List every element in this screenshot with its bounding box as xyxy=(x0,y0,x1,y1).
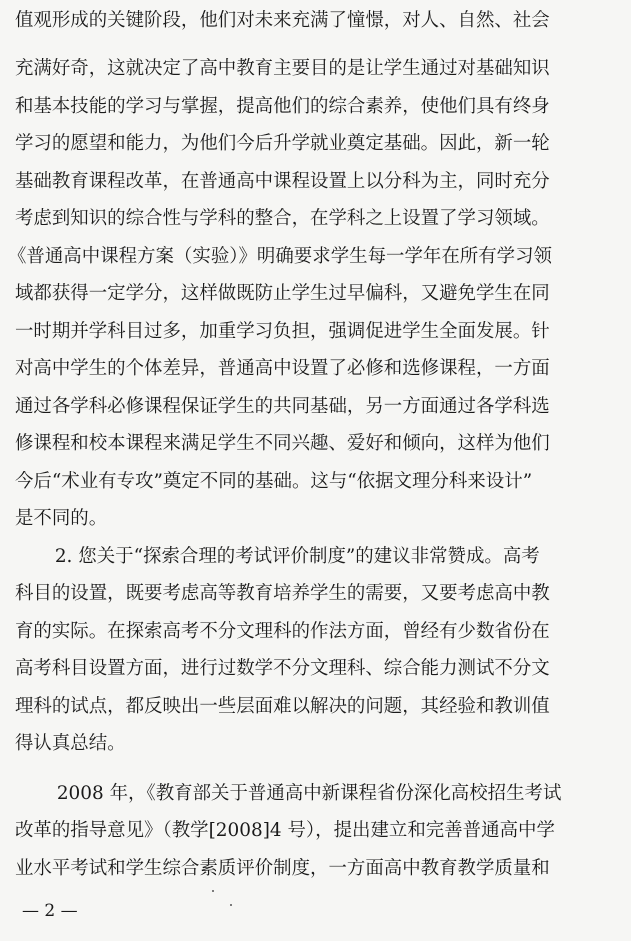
line-text: 得认真总结。 xyxy=(14,733,126,754)
line-text: 值观形成的关键阶段，他们对未来充满了憧憬，对人、自然、社会 xyxy=(14,10,550,31)
text-line xyxy=(0,615,631,649)
text-line xyxy=(0,165,631,199)
line-text: 对高中学生的个体差异，普通高中设置了必修和选修课程，一方面 xyxy=(14,358,550,379)
line-text: 今后“术业有专攻”奠定不同的基础。这与“依据文理分科来设计” xyxy=(14,471,533,492)
text-line xyxy=(0,90,631,124)
text-line xyxy=(0,577,631,611)
text-line xyxy=(0,777,631,811)
line-text: 2008 年，《教育部关于普通高中新课程省份深化高校招生考试 xyxy=(56,783,562,804)
line-text: 修课程和校本课程来满足学生不同兴趣、爱好和倾向，这样为他们 xyxy=(14,433,550,454)
text-line xyxy=(0,390,631,424)
text-line xyxy=(0,690,631,724)
scan-speck xyxy=(212,890,214,892)
line-text: 基础教育课程改革，在普通高中课程设置上以分科为主，同时充分 xyxy=(14,171,550,192)
text-line xyxy=(0,52,631,86)
line-text: 理科的试点，都反映出一些层面难以解决的问题，其经验和教训值 xyxy=(14,696,550,717)
line-text: 学习的愿望和能力，为他们今后升学就业奠定基础。因此，新一轮 xyxy=(14,133,550,154)
line-text: 和基本技能的学习与掌握，提高他们的综合素养，使他们具有终身 xyxy=(14,96,550,117)
line-text: 育的实际。在探索高考不分文理科的作法方面，曾经有少数省份在 xyxy=(14,621,550,642)
line-text: 科目的设置，既要考虑高等教育培养学生的需要，又要考虑高中教 xyxy=(14,583,550,604)
text-line xyxy=(0,540,631,574)
line-text: 通过各学科必修课程保证学生的共同基础，另一方面通过各学科选 xyxy=(14,396,550,417)
text-line xyxy=(0,202,631,236)
text-line xyxy=(0,240,631,274)
text-line xyxy=(0,352,631,386)
line-text: 改革的指导意见》（教学[2008]4 号），提出建立和完善普通高中学 xyxy=(14,820,555,841)
line-text: 《普通高中课程方案（实验）》明确要求学生每一学年在所有学习领 xyxy=(7,246,552,267)
scan-speck xyxy=(230,904,232,906)
text-line xyxy=(0,427,631,461)
line-text: 业水平考试和学生综合素质评价制度，一方面高中教育教学质量和 xyxy=(14,858,550,879)
text-line xyxy=(0,652,631,686)
text-line xyxy=(0,502,631,536)
line-text: 充满好奇，这就决定了高中教育主要目的是让学生通过对基础知识 xyxy=(14,58,550,79)
text-line xyxy=(0,315,631,349)
line-text: 一时期并学科目过多，加重学习负担，强调促进学生全面发展。针 xyxy=(14,321,550,342)
line-text: 高考科目设置方面，进行过数学不分文理科、综合能力测试不分文 xyxy=(14,658,550,679)
text-line xyxy=(0,814,631,848)
text-line xyxy=(0,4,631,38)
line-text: 2. 您关于“探索合理的考试评价制度”的建议非常赞成。高考 xyxy=(54,546,540,567)
line-text: 域都获得一定学分，这样做既防止学生过早偏科，又避免学生在同 xyxy=(14,283,550,304)
text-line xyxy=(0,727,631,761)
text-line xyxy=(0,852,631,886)
line-text: 是不同的。 xyxy=(14,508,108,529)
line-text: 考虑到知识的综合性与学科的整合，在学科之上设置了学习领域。 xyxy=(14,208,550,229)
text-line xyxy=(0,127,631,161)
text-line xyxy=(0,465,631,499)
page-number: — 2 — xyxy=(22,901,78,921)
text-line xyxy=(0,277,631,311)
